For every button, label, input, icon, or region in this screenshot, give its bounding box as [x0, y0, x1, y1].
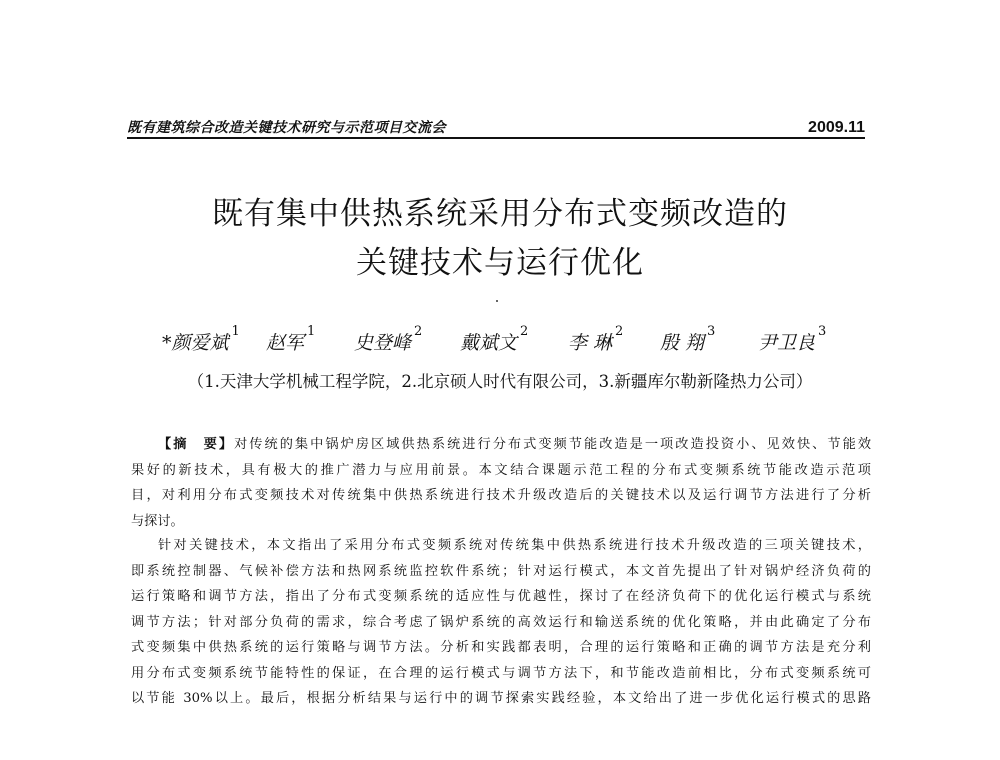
paper-title-line-1: 既有集中供热系统采用分布式变频改造的	[212, 196, 788, 232]
stray-dot	[496, 300, 498, 302]
abstract-paragraph	[131, 432, 871, 534]
author-2: 赵军$^1$	[266, 324, 316, 354]
author-3: 史登峰$^2$	[354, 324, 423, 354]
abstract-line-3: 目，对利用分布式变频技术对传统集中供热系统进行技术升级改造后的关键技术以及运行调节方法进行了分析	[131, 488, 871, 503]
author-5: 李 琳$^2$	[568, 324, 624, 354]
body-line-4: 调节方法；针对部分负荷的需求，综合考虑了锅炉系统的高效运行和输送系统的优化策略，并由此确定了分布	[131, 614, 871, 630]
abstract-line-1: 【摘 要】对传统的集中锅炉房区域供热系统进行分布式变频节能改造是一项改造投资小、见效快、节能效	[158, 437, 871, 452]
running-header	[127, 113, 865, 137]
body-line-2: 即系统控制器、气候补偿方法和热网系统监控软件系统；针对运行模式，本文首先提出了针对锅炉经济负荷的	[131, 563, 871, 579]
author-1: *颜爱斌$^1$	[162, 324, 240, 354]
paper-title-line-2: 关键技术与运行优化	[356, 245, 644, 281]
body-line-3: 运行策略和调节方法，指出了分布式变频系统的适应性与优越性，探讨了在经济负荷下的优化运行模式与系统	[131, 589, 871, 604]
abstract-line-2: 果好的新技术，具有极大的推广潜力与应用前景。本文结合课题示范工程的分布式变频系统节能改造示范项	[131, 462, 871, 478]
header-date: 2009.11	[808, 119, 865, 136]
header-rule	[127, 137, 865, 139]
abstract-line-4: 与探讨。	[131, 513, 184, 529]
conference-name: 既有建筑综合改造关键技术研究与示范项目交流会	[127, 120, 446, 136]
author-4: 戴斌文$^2$	[460, 324, 529, 354]
body-line-6: 用分布式变频系统节能特性的保证，在合理的运行模式与调节方法下，和节能改造前相比，分布式变频系统可	[131, 665, 871, 681]
body-line-5: 式变频集中供热系统的运行策略与调节方法。分析和实践都表明，合理的运行策略和正确的调节方法是充分利	[131, 640, 871, 655]
author-7: 尹卫良$^3$	[758, 324, 827, 354]
author-6: 殷 翔$^3$	[660, 324, 716, 354]
body-line-1: 针对关键技术，本文指出了采用分布式变频系统对传统集中供热系统进行技术升级改造的三项关键技术，	[158, 538, 871, 553]
author-list	[150, 324, 870, 358]
body-paragraph	[131, 533, 871, 712]
body-line-7: 以节能 30%以上。最后，根据分析结果与运行中的调节探索实践经验，本文给出了进一步优化运行模式的思路	[131, 691, 871, 706]
abstract-label: 【摘 要】	[158, 437, 235, 452]
affiliations: （1.天津大学机械工程学院，2.北京硕人时代有限公司，3.新疆库尔勒新隆热力公司）	[187, 372, 813, 391]
